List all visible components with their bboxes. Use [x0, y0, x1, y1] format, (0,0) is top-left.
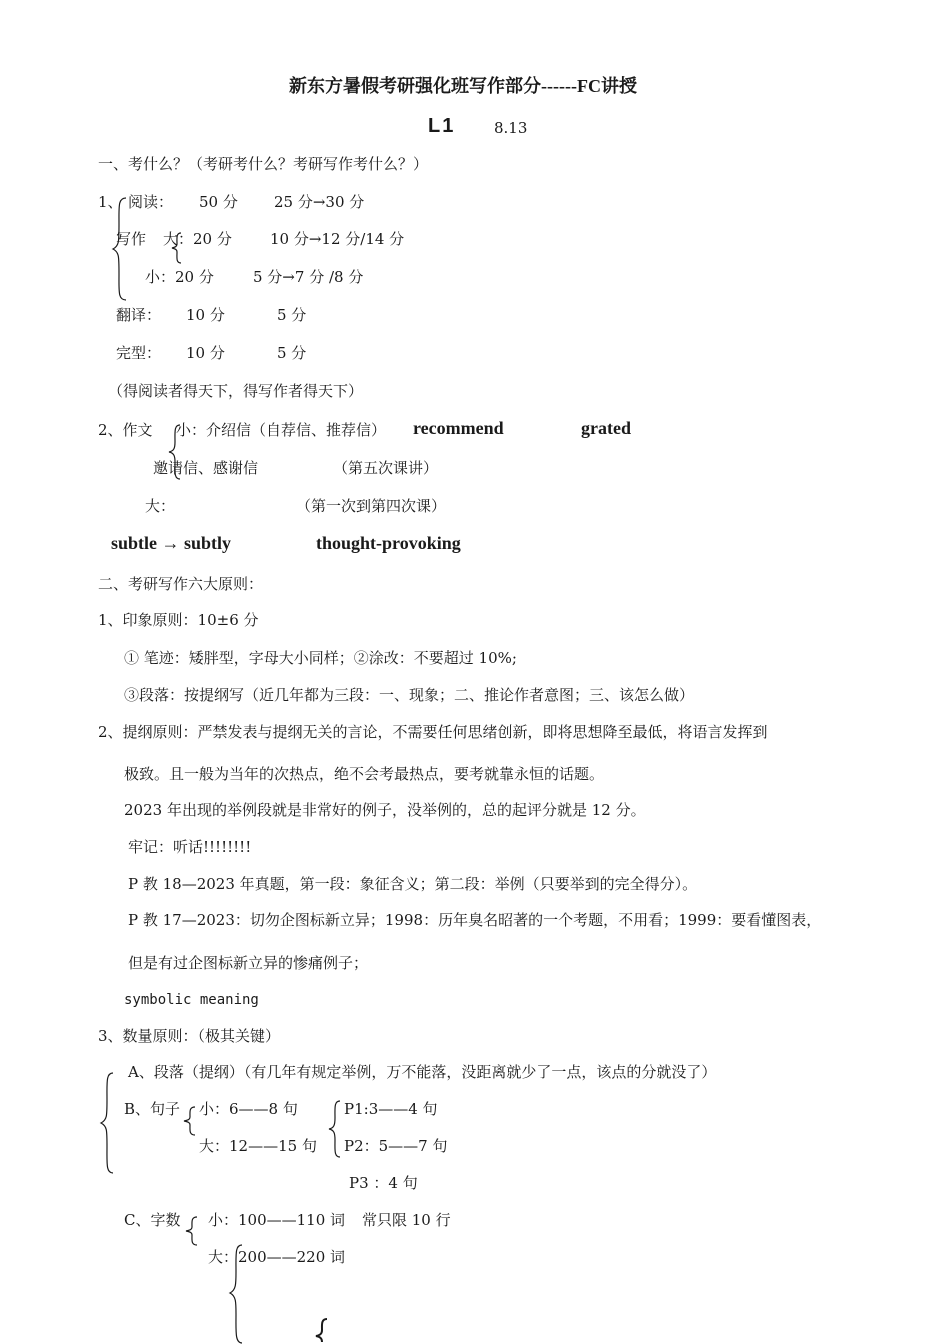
paragraph-2-count: P2：5——7 句	[344, 1137, 448, 1155]
item2-number: 2、作文	[98, 421, 153, 439]
words-subtle: subtle → subtly	[111, 533, 232, 553]
principle-2-line7: 但是有过企图标新立异的惨痛例子；	[128, 954, 369, 972]
letters-lesson: （第五次课讲）	[333, 459, 439, 477]
big-essay-lesson: （第一次到第四次课）	[296, 497, 447, 515]
translation-score: 10 分	[186, 306, 225, 324]
word-recommend: recommend	[413, 418, 504, 438]
principle-2-line6: P 教 17—2023：切勿企图标新立异；1998：历年臭名昭著的一个考题，不用看；1999：要看懂图表，	[128, 911, 822, 929]
principle-3-b: B、句子	[124, 1100, 181, 1118]
principle-1: 1、印象原则：10±6 分	[98, 611, 259, 629]
principle-3: 3、数量原则：（极其关键）	[98, 1027, 281, 1045]
big-essay: 大：	[145, 497, 176, 515]
principle-3-a: A、段落（提纲）（有几年有规定举例，万不能落，没距离就少了一点，该点的分就没了）	[128, 1063, 717, 1081]
section2-heading: 二、考研写作六大原则：	[98, 575, 264, 593]
principle-3-c: C、字数	[124, 1211, 181, 1229]
left-brace-icon	[112, 196, 128, 302]
words-brace-icon	[185, 1216, 199, 1246]
principle-2-line4: 牢记：听话!!!!!!!!	[128, 838, 252, 856]
lesson-label: L1	[428, 115, 456, 137]
lesson-date: 8.13	[494, 119, 528, 137]
cloze-score: 10 分	[186, 344, 225, 362]
writing-small: 小：20 分	[145, 268, 214, 286]
writing-big-change: 10 分→12 分/14 分	[270, 230, 405, 248]
partial-brace-icon	[314, 1318, 330, 1344]
principle-3-c-small: 小：100——110 词	[208, 1211, 346, 1229]
principle-3-c-big: 大：200——220 词	[208, 1248, 346, 1266]
letters: 邀请信、感谢信	[153, 459, 259, 477]
principle-1-a: ① 笔迹：矮胖型，字母大小同样；②涂改：不要超过 10%;	[124, 649, 517, 667]
writing-label: 写作	[116, 230, 147, 248]
writing-big: 大：20 分	[163, 230, 232, 248]
reading-label: 阅读：	[128, 193, 174, 211]
writing-small-change: 5 分→7 分 /8 分	[253, 268, 364, 286]
reading-change: 25 分→30 分	[274, 193, 365, 211]
translation-change: 5 分	[277, 306, 307, 324]
reading-score: 50 分	[199, 193, 238, 211]
principle-2-line3: 2023 年出现的举例段就是非常好的例子，没举例的，总的起评分就是 12 分。	[124, 801, 646, 819]
page-title: 新东方暑假考研强化班写作部分------FC讲授	[289, 76, 637, 96]
quantity-brace-icon	[100, 1072, 116, 1174]
principle-2-line5: P 教 18—2023 年真题，第一段：象征含义；第二段：举例（只要举到的完全得分）。	[128, 875, 698, 893]
principle-2-line2: 极致。且一般为当年的次热点，绝不会考最热点，要考就靠永恒的话题。	[124, 765, 605, 783]
paragraph-brace-icon	[328, 1100, 342, 1158]
section1-heading: 一、考什么？（考研考什么？考研写作考什么？）	[98, 155, 429, 173]
words-thought-provoking: thought-provoking	[316, 533, 461, 553]
principle-1-b: ③段落：按提纲写（近几年都为三段：一、现象；二、推论作者意图；三、该怎么做）	[124, 686, 695, 704]
principle-3-b-big: 大：12——15 句	[199, 1137, 317, 1155]
translation-label: 翻译：	[116, 306, 162, 324]
cloze-label: 完型：	[116, 344, 162, 362]
principle-3-b-small: 小：6——8 句	[199, 1100, 298, 1118]
cloze-change: 5 分	[277, 344, 307, 362]
principle-2-line8: symbolic meaning	[124, 992, 259, 1008]
sentence-brace-icon	[183, 1106, 197, 1136]
paragraph-3-count: P3 ：4 句	[349, 1174, 418, 1192]
word-grated: grated	[581, 418, 631, 438]
small-essay: 小：介绍信（自荐信、推荐信）	[176, 421, 387, 439]
quote: （得阅读者得天下，得写作者得天下）	[108, 382, 364, 400]
principle-3-c-small-note: 常只限 10 行	[362, 1211, 451, 1229]
item1-number: 1、	[98, 193, 123, 211]
big-words-brace-icon	[229, 1244, 245, 1344]
principle-2-line1: 2、提纲原则：严禁发表与提纲无关的言论，不需要任何思绪创新，即将思想降至最低，将语言发挥到	[98, 723, 768, 741]
paragraph-1-count: P1:3——4 句	[344, 1100, 438, 1118]
